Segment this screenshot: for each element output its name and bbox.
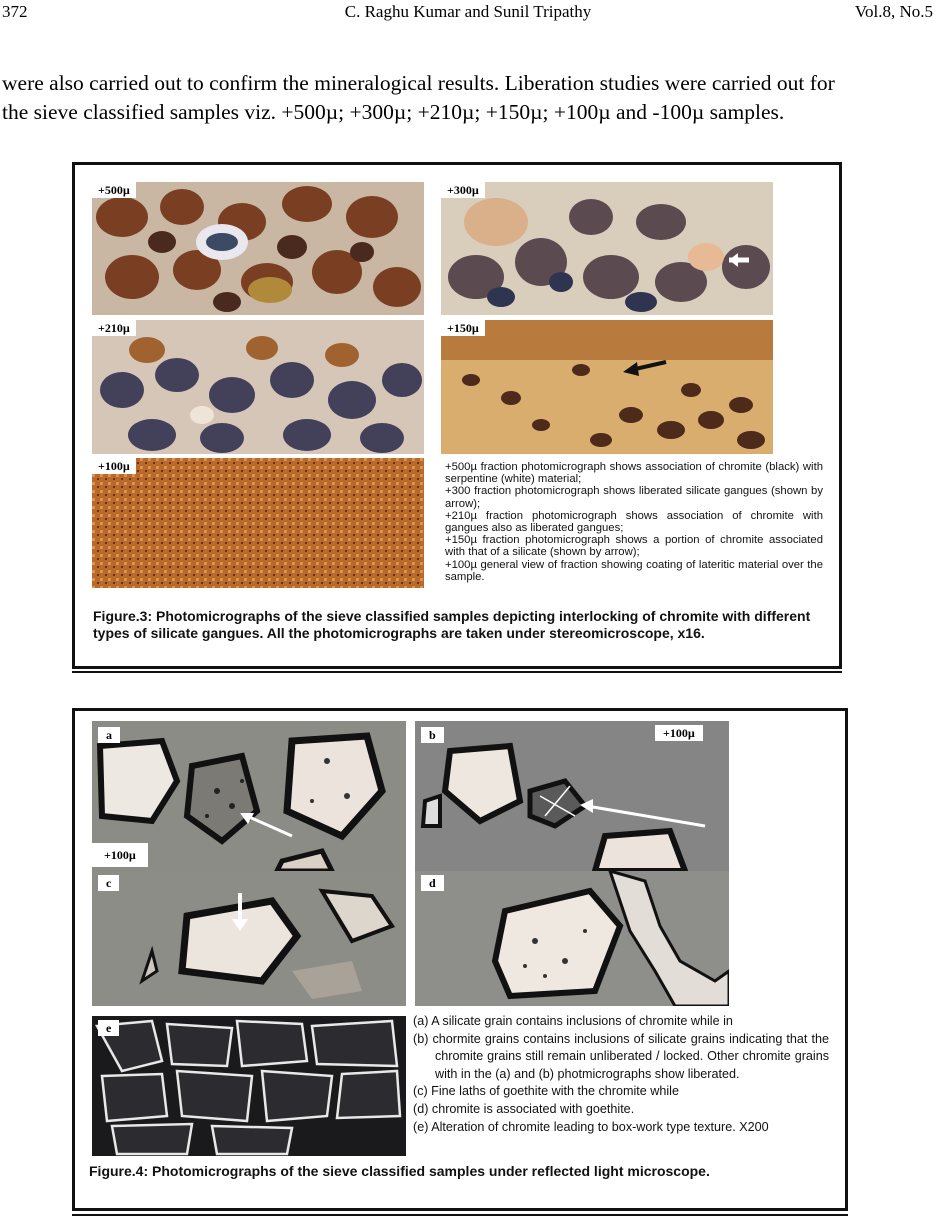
body-text-line-2: the sieve classified samples viz. +500µ; +300µ; +210µ; +150µ; +100µ and -100µ samples. bbox=[2, 100, 785, 124]
label-size-a: +100µ bbox=[92, 843, 148, 867]
page-number: 372 bbox=[2, 2, 28, 21]
note-a: (a) A silicate grain contains inclusions of chromite while in bbox=[413, 1014, 733, 1028]
photo-plus100 bbox=[92, 458, 424, 588]
label-plus500: +500µ bbox=[92, 182, 136, 198]
running-header-authors: C. Raghu Kumar and Sunil Tripathy bbox=[344, 2, 592, 21]
label-d: d bbox=[421, 875, 444, 891]
label-plus210: +210µ bbox=[92, 320, 136, 336]
photo-plus150 bbox=[441, 320, 773, 454]
figure-3-caption-label: Figure.3: bbox=[93, 608, 153, 624]
body-text-line-1: were also carried out to confirm the mineralogical results. Liberation studies were carried out for bbox=[2, 71, 835, 95]
figure-3-caption bbox=[93, 608, 813, 642]
label-e: e bbox=[98, 1020, 119, 1036]
label-c: c bbox=[98, 875, 119, 891]
note-e: (e) Alteration of chromite leading to box-work type texture. X200 bbox=[413, 1119, 769, 1134]
figure-4-caption bbox=[89, 1163, 809, 1180]
note-plus150: +150µ fraction photomicrograph shows a portion of chromite associated with that of a silicate (shown by arrow); bbox=[445, 534, 823, 559]
figure-4-caption-text: Photomicrographs of the sieve classified samples under reflected light microscope. bbox=[152, 1163, 710, 1179]
photo-e bbox=[92, 1016, 406, 1156]
note-d: (d) chromite is associated with goethite. bbox=[413, 1101, 635, 1116]
note-c: (c) Fine laths of goethite with the chromite while bbox=[413, 1084, 679, 1099]
figure-3 bbox=[72, 162, 842, 669]
label-a: a bbox=[98, 727, 120, 743]
note-plus300: +300 fraction photomicrograph shows liberated silicate gangues (shown by arrow); bbox=[445, 485, 823, 510]
photo-a bbox=[92, 721, 406, 871]
label-plus150: +150µ bbox=[441, 320, 485, 336]
volume-label: Vol.8, No.5 bbox=[854, 2, 933, 21]
figure-4-bottom-rule bbox=[72, 1214, 848, 1216]
note-plus210: +210µ fraction photomicrograph shows association of chromite with gangues also as liberated gangues; bbox=[445, 509, 823, 535]
photo-c bbox=[92, 871, 406, 1006]
figure-3-bottom-rule bbox=[72, 671, 842, 673]
photo-plus300 bbox=[441, 182, 773, 315]
figure-3-caption-text: Photomicrographs of the sieve classified samples depicting interlocking of chromite with different types of silicate gangues. All the photomicrographs are taken under stereomicroscope, x16. bbox=[93, 608, 811, 641]
note-plus100: +100µ general view of fraction showing coating of lateritic material over the sample. bbox=[445, 558, 823, 583]
label-b: b bbox=[421, 727, 444, 743]
label-size-b: +100µ bbox=[655, 725, 703, 741]
figure-4-notes bbox=[413, 1013, 829, 1136]
photo-plus500 bbox=[92, 182, 424, 315]
figure-4 bbox=[72, 708, 848, 1211]
photo-plus210 bbox=[92, 320, 424, 454]
label-plus300: +300µ bbox=[441, 182, 485, 198]
note-b: (b) chormite grains contains inclusions of silicate grains indicating that the chromite grains still remain unliberated / locked. Other chromite grains with in the (a) and (b) photmicrographs show liberated. bbox=[413, 1031, 829, 1081]
label-plus100: +100µ bbox=[92, 458, 136, 474]
figure-3-notes bbox=[445, 461, 823, 583]
photo-d bbox=[415, 871, 729, 1006]
note-plus500: +500µ fraction photomicrograph shows association of chromite (black) with serpentine (white) material; bbox=[445, 461, 823, 486]
figure-4-caption-label: Figure.4: bbox=[89, 1163, 149, 1179]
photo-b bbox=[415, 721, 729, 871]
